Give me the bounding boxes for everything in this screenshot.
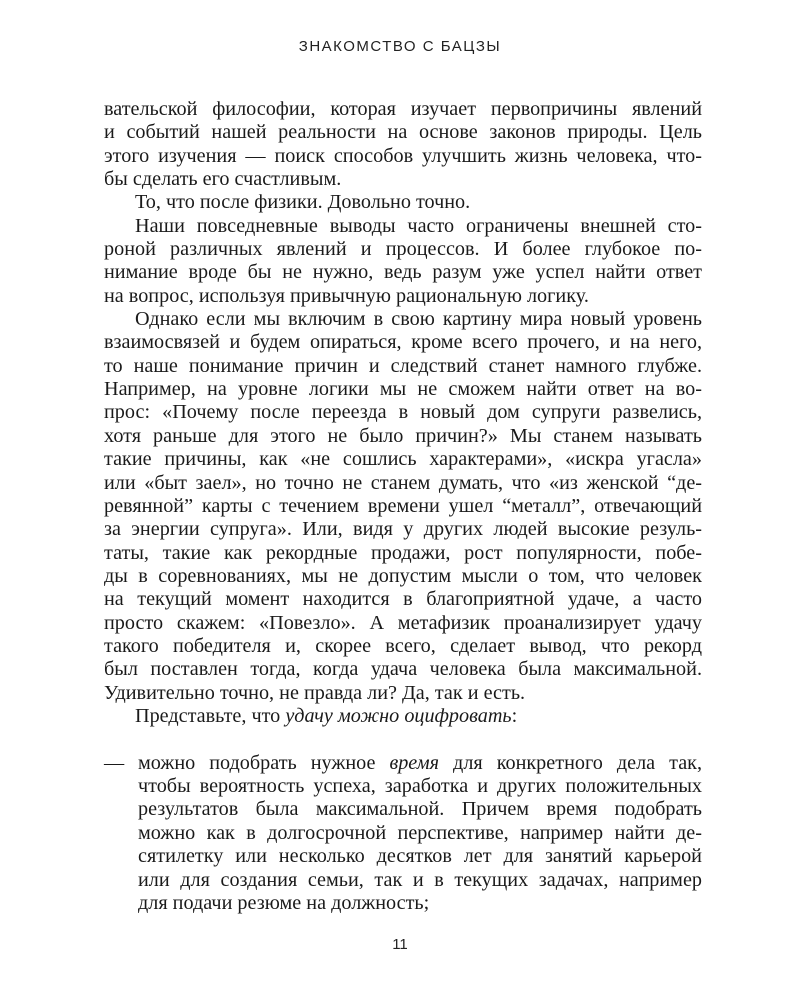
text-line: результатов была максимальной. Причем время подобрать — [138, 798, 702, 821]
text-line: Однако если мы включим в свою картину мира новый уровень — [135, 308, 702, 331]
running-head: ЗНАКОМСТВО С БАЦЗЫ — [298, 38, 502, 55]
text-line: такого победителя и, скорее всего, сделает вывод, что рекорд — [104, 634, 702, 657]
intro-paragraph — [104, 705, 702, 728]
text-line: нимание вроде бы не нужно, ведь разум уже успел найти ответ — [104, 261, 702, 284]
spacer — [104, 728, 702, 752]
text-line: Наши повседневные выводы часто ограничены внешней сто- — [135, 214, 702, 237]
text-line: просто скажем: «Повезло». А метафизик проанализирует удачу — [104, 611, 702, 634]
body-text — [104, 98, 702, 915]
text-line: можно как в долгосрочной перспективе, например найти де- — [138, 821, 702, 844]
list-item — [104, 752, 702, 915]
text-line: прос: «Почему после переезда в новый дом супруги развелись, — [104, 401, 702, 424]
text-line: этого изучения — поиск способов улучшить жизнь человека, что- — [104, 144, 702, 167]
text-line: чтобы вероятность успеха, заработка и других положительных — [138, 775, 702, 798]
text-line: на текущий момент находится в благоприятной удаче, а часто — [104, 588, 702, 611]
text-line: Удивительно точно, не правда ли? Да, так и есть. — [104, 681, 526, 704]
text-line — [104, 705, 702, 728]
intro-emphasis: удачу можно оцифровать — [285, 704, 512, 727]
text-line: роной различных явлений и процессов. И более глубокое по- — [104, 238, 702, 261]
text-line: ды в соревнованиях, мы не допустим мысли о том, что человек — [104, 564, 702, 587]
text-line: сятилетку или несколько десятков лет для занятий карьерой — [138, 845, 702, 868]
page-number: 11 — [392, 936, 408, 953]
text-line: на вопрос, используя привычную рациональную логику. — [104, 284, 589, 307]
text-line: хотя раньше для этого не было причин?» Мы станем называть — [104, 424, 702, 447]
text-line: был поставлен тогда, когда удача человека была максимальной. — [104, 658, 702, 681]
intro-colon: : — [511, 704, 518, 727]
text-line — [138, 752, 702, 775]
dash-marker: — — [104, 751, 125, 774]
text-line: Например, на уровне логики мы не сможем найти ответ на во- — [104, 378, 702, 401]
text-line: за энергии супруга». Или, видя у других людей высокие резуль- — [104, 518, 702, 541]
text-line: то наше понимание причин и следствий станет намного глубже. — [104, 354, 702, 377]
text-line: для подачи резюме на должность; — [138, 891, 430, 914]
text-line: вательской философии, которая изучает первопричины явлений — [104, 98, 702, 120]
text-line: такие причины, как «не сошлись характерами», «искра угасла» — [104, 448, 702, 471]
paragraph — [104, 308, 702, 705]
paragraph — [104, 98, 702, 191]
list-item-text — [138, 752, 702, 915]
text-line: ревянной” карты с течением времени ушел “металл”, отвечающий — [104, 494, 702, 517]
text-span: можно подобрать нужное — [138, 751, 390, 774]
text-line: взаимосвязей и будем опираться, кроме всего прочего, и на него, — [104, 331, 702, 354]
text-line: бы сделать его счастливым. — [104, 168, 342, 191]
text-line: или «быт заел», но точно не станем думать, что «из женской “де- — [104, 471, 702, 494]
intro-text: Представьте, что — [135, 704, 286, 727]
text-line: или для создания семьи, так и в текущих задачах, например — [138, 868, 702, 891]
paragraph — [104, 191, 702, 214]
text-line: таты, такие как рекордные продажи, рост популярности, побе- — [104, 541, 702, 564]
bullet-emphasis: время — [389, 751, 440, 774]
paragraph — [104, 215, 702, 308]
text-line: То, что после физики. Довольно точно. — [135, 191, 471, 214]
text-span: для конкретного дела так, — [439, 751, 703, 774]
text-line: и событий нашей реальности на основе законов природы. Цель — [104, 121, 702, 144]
